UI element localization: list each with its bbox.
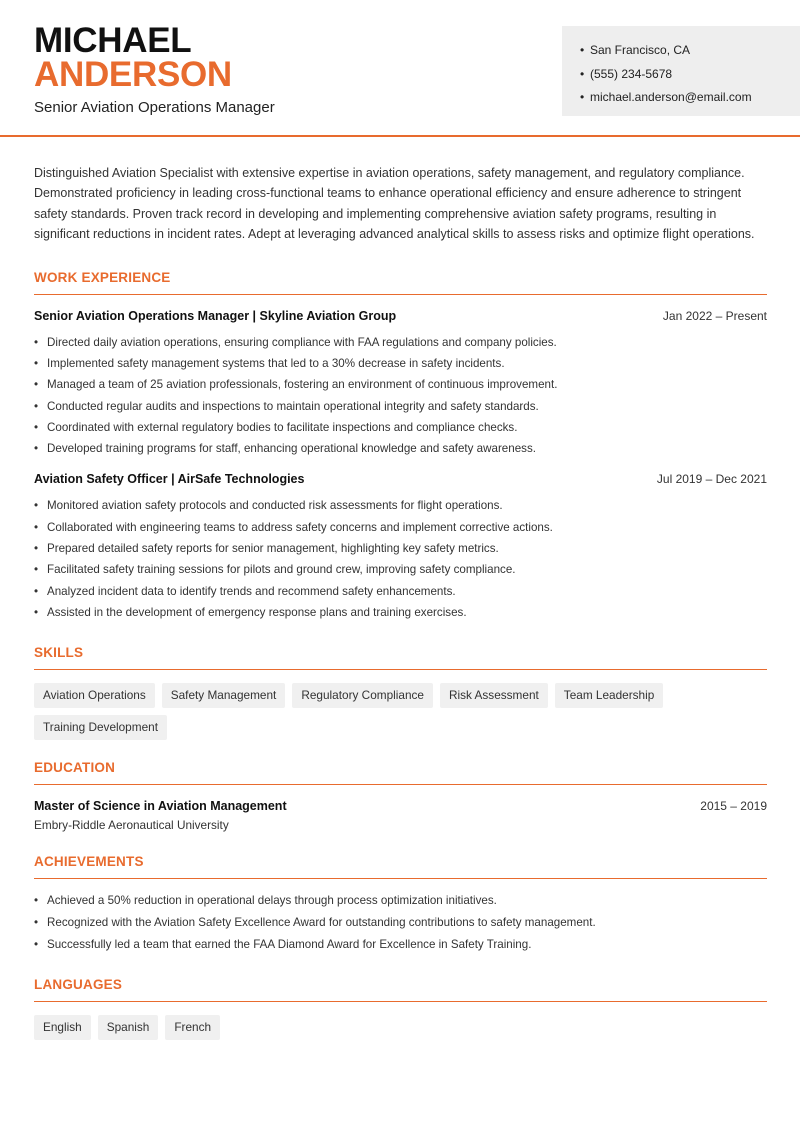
skill-tag: Training Development <box>34 715 167 740</box>
list-item: • Conducted regular audits and inspections to maintain operational integrity and safety standards. <box>34 396 767 417</box>
list-item: • Monitored aviation safety protocols and conducted risk assessments for flight operations. <box>34 495 767 516</box>
section-heading: LANGUAGES <box>34 977 767 1002</box>
skill-tag: Safety Management <box>162 683 286 708</box>
job-dates: Jul 2019 – Dec 2021 <box>656 472 767 487</box>
contact-box <box>562 26 800 116</box>
job-role: Aviation Safety Officer | AirSafe Technologies <box>34 472 305 487</box>
contact-list <box>580 39 800 110</box>
list-item: • Achieved a 50% reduction in operational delays through process optimization initiatives. <box>34 890 767 912</box>
job-title: Senior Aviation Operations Manager <box>34 99 275 116</box>
language-tag: English <box>34 1015 91 1040</box>
header-divider <box>0 135 800 137</box>
skill-tag: Regulatory Compliance <box>292 683 433 708</box>
job-role: Senior Aviation Operations Manager | Skyline Aviation Group <box>34 308 397 323</box>
resume-header <box>0 0 800 137</box>
list-item: • Assisted in the development of emergency response plans and training exercises. <box>34 602 767 623</box>
summary: Distinguished Aviation Specialist with extensive expertise in aviation operations, safety management, and regulatory compliance. Demonstrated proficiency in leading cross-functional teams to enhance operational efficiency and ensure adherence to stringent safety standards. Proven track record in developing and implementing comprehensive aviation safety programs, resulting in significant reductions in incident rates. Adept at leveraging advanced analytical skills to assess risks and optimize flight operations. <box>34 166 755 242</box>
list-item: • Facilitated safety training sessions for pilots and ground crew, improving safety compliance. <box>34 559 767 580</box>
list-item: • Prepared detailed safety reports for senior management, highlighting key safety metrics. <box>34 538 767 559</box>
skill-tag: Aviation Operations <box>34 683 155 708</box>
job-bullets <box>34 495 767 623</box>
contact-location: • San Francisco, CA <box>580 39 800 63</box>
section-heading: EDUCATION <box>34 760 767 785</box>
skill-tag: Team Leadership <box>555 683 664 708</box>
degree: Master of Science in Aviation Management <box>34 799 287 814</box>
list-item: • Analyzed incident data to identify trends and recommend safety enhancements. <box>34 581 767 602</box>
section-heading: ACHIEVEMENTS <box>34 854 767 879</box>
work-experience-section <box>34 270 767 624</box>
school: Embry-Riddle Aeronautical University <box>34 818 229 833</box>
language-tag: French <box>165 1015 220 1040</box>
achievements-list <box>34 890 767 956</box>
language-tag: Spanish <box>98 1015 159 1040</box>
list-item: • Coordinated with external regulatory bodies to facilitate inspections and compliance checks. <box>34 417 767 438</box>
list-item: • Managed a team of 25 aviation professionals, fostering an environment of continuous improvement. <box>34 374 767 395</box>
list-item: • Directed daily aviation operations, ensuring compliance with FAA regulations and company policies. <box>34 332 767 353</box>
list-item: • Collaborated with engineering teams to address safety concerns and implement corrective actions. <box>34 517 767 538</box>
language-tags <box>34 1015 767 1040</box>
list-item: • Successfully led a team that earned the FAA Diamond Award for Excellence in Safety Training. <box>34 934 767 956</box>
skill-tag: Risk Assessment <box>440 683 548 708</box>
languages-section <box>34 977 767 1040</box>
job-bullets <box>34 332 767 460</box>
job-dates: Jan 2022 – Present <box>662 308 767 323</box>
list-item: • Developed training programs for staff, enhancing operational knowledge and safety awareness. <box>34 438 767 459</box>
section-heading: WORK EXPERIENCE <box>34 270 767 295</box>
contact-phone[interactable]: • (555) 234-5678 <box>580 63 800 87</box>
last-name: ANDERSON <box>34 55 232 94</box>
education-dates: 2015 – 2019 <box>700 799 767 814</box>
skills-tags <box>34 683 767 740</box>
job-entry <box>34 472 767 623</box>
education-section <box>34 760 767 832</box>
section-heading: SKILLS <box>34 645 767 670</box>
list-item: • Implemented safety management systems that led to a 30% decrease in safety incidents. <box>34 353 767 374</box>
list-item: • Recognized with the Aviation Safety Excellence Award for outstanding contributions to safety management. <box>34 912 767 934</box>
skills-section <box>34 645 767 740</box>
job-entry <box>34 309 767 460</box>
first-name: MICHAEL <box>34 21 192 60</box>
resume-body <box>34 163 767 1040</box>
contact-email[interactable]: • michael.anderson@email.com <box>580 86 800 110</box>
achievements-section <box>34 854 767 956</box>
